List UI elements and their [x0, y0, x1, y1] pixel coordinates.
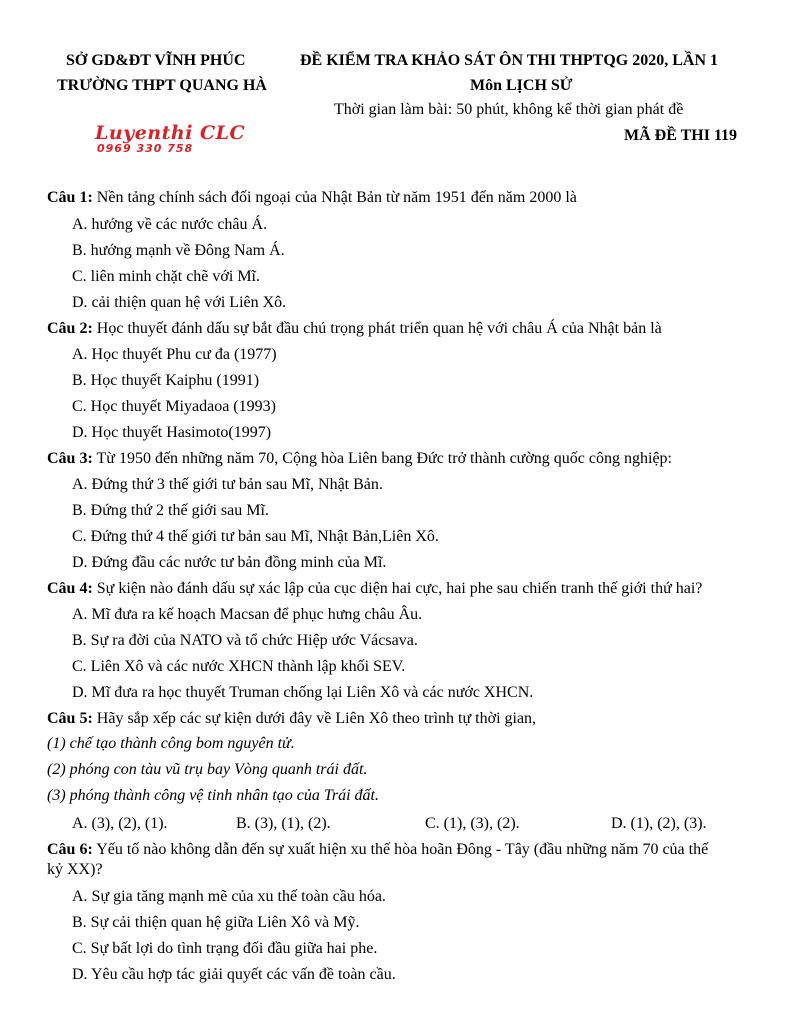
- question-text: Học thuyết đánh dấu sự bắt đầu chú trọng phát triển quan hệ với châu Á của Nhật bản là: [96, 320, 662, 337]
- subject-name: Môn LỊCH SỬ: [470, 77, 573, 94]
- event-item-1: (1) chế tạo thành công bom nguyên tử.: [47, 735, 295, 752]
- option-6b[interactable]: B. Sự cải thiện quan hệ giữa Liên Xô và Mỹ.: [72, 914, 360, 931]
- question-label: Câu 3:: [47, 450, 93, 467]
- logo-phone: 0969 330 758: [97, 142, 194, 155]
- option-3a[interactable]: A. Đứng thứ 3 thế giới tư bản sau Mĩ, Nhật Bản.: [72, 476, 383, 493]
- question-label: Câu 1:: [47, 189, 93, 206]
- option-3b[interactable]: B. Đứng thứ 2 thế giới sau Mĩ.: [72, 502, 269, 519]
- option-6a[interactable]: A. Sự gia tăng mạnh mẽ của xu thế toàn cầu hóa.: [72, 888, 386, 905]
- event-item-3: (3) phóng thành công vệ tinh nhân tạo của Trái đất.: [47, 787, 379, 804]
- question-6: [47, 840, 708, 860]
- question-label: Câu 6:: [47, 841, 93, 858]
- question-4: [47, 579, 702, 599]
- question-2: [47, 319, 662, 339]
- luyenthi-logo: [95, 122, 245, 155]
- option-2a[interactable]: A. Học thuyết Phu cư đa (1977): [72, 346, 277, 363]
- option-4d[interactable]: D. Mĩ đưa ra học thuyết Truman chống lại Liên Xô và các nước XHCN.: [72, 684, 534, 701]
- option-3d[interactable]: D. Đứng đầu các nước tư bản đồng minh của Mĩ.: [72, 554, 387, 571]
- school-name: TRƯỜNG THPT QUANG HÀ: [57, 77, 267, 94]
- logo-text: Luyenthi CLC: [95, 122, 246, 144]
- option-2c[interactable]: C. Học thuyết Miyadaoa (1993): [72, 398, 276, 415]
- question-text: Từ 1950 đến những năm 70, Cộng hòa Liên bang Đức trở thành cường quốc công nghiệp:: [96, 450, 672, 467]
- option-1b[interactable]: B. hướng mạnh về Đông Nam Á.: [72, 242, 285, 259]
- option-4a[interactable]: A. Mĩ đưa ra kế hoạch Macsan để phục hưng châu Âu.: [72, 606, 423, 623]
- exam-title: ĐỀ KIỂM TRA KHẢO SÁT ÔN THI THPTQG 2020, LẦN 1: [300, 52, 719, 69]
- question-label: Câu 5:: [47, 710, 93, 727]
- option-1d[interactable]: D. cải thiện quan hệ với Liên Xô.: [72, 294, 287, 311]
- option-6c[interactable]: C. Sự bất lợi do tình trạng đối đầu giữa hai phe.: [72, 940, 378, 957]
- department-name: SỞ GD&ĐT VĨNH PHÚC: [66, 52, 246, 69]
- time-allowed: Thời gian làm bài: 50 phút, không kể thời gian phát đề: [334, 101, 684, 118]
- question-5: [47, 709, 536, 729]
- question-text: Hãy sắp xếp các sự kiện dưới đây về Liên Xô theo trình tự thời gian,: [96, 710, 537, 727]
- option-3c[interactable]: C. Đứng thứ 4 thế giới tư bản sau Mĩ, Nhật Bản,Liên Xô.: [72, 528, 439, 545]
- event-item-2: (2) phóng con tàu vũ trụ bay Vòng quanh trái đất.: [47, 761, 368, 778]
- question-text: Nền tảng chính sách đối ngoại của Nhật Bản từ năm 1951 đến năm 2000 là: [96, 189, 577, 206]
- question-3: [47, 449, 672, 469]
- option-1a[interactable]: A. hướng về các nước châu Á.: [72, 216, 268, 233]
- option-4c[interactable]: C. Liên Xô và các nước XHCN thành lập khối SEV.: [72, 658, 406, 675]
- question-text: Sự kiện nào đánh dấu sự xác lập của cục diện hai cực, hai phe sau chiến tranh thế giới thứ hai?: [96, 580, 703, 597]
- option-2b[interactable]: B. Học thuyết Kaiphu (1991): [72, 372, 260, 389]
- option-5a[interactable]: A. (3), (2), (1).: [72, 815, 168, 832]
- question-1: [47, 188, 577, 208]
- option-5b[interactable]: B. (3), (1), (2).: [236, 815, 331, 832]
- option-4b[interactable]: B. Sự ra đời của NATO và tổ chức Hiệp ước Vácsava.: [72, 632, 418, 649]
- option-5d[interactable]: D. (1), (2), (3).: [611, 815, 707, 832]
- exam-code: MÃ ĐỀ THI 119: [624, 127, 738, 144]
- question-label: Câu 2:: [47, 320, 93, 337]
- option-5c[interactable]: C. (1), (3), (2).: [425, 815, 520, 832]
- question-text: Yếu tố nào không dẫn đến sự xuất hiện xu thế hòa hoãn Đông - Tây (đầu những năm 70 của thế: [96, 841, 709, 858]
- question-label: Câu 4:: [47, 580, 93, 597]
- option-6d[interactable]: D. Yêu cầu hợp tác giải quyết các vấn đề toàn cầu.: [72, 966, 396, 983]
- option-2d[interactable]: D. Học thuyết Hasimoto(1997): [72, 424, 272, 441]
- option-1c[interactable]: C. liên minh chặt chẽ với Mĩ.: [72, 268, 260, 285]
- question-6-continued: kỷ XX)?: [47, 861, 103, 878]
